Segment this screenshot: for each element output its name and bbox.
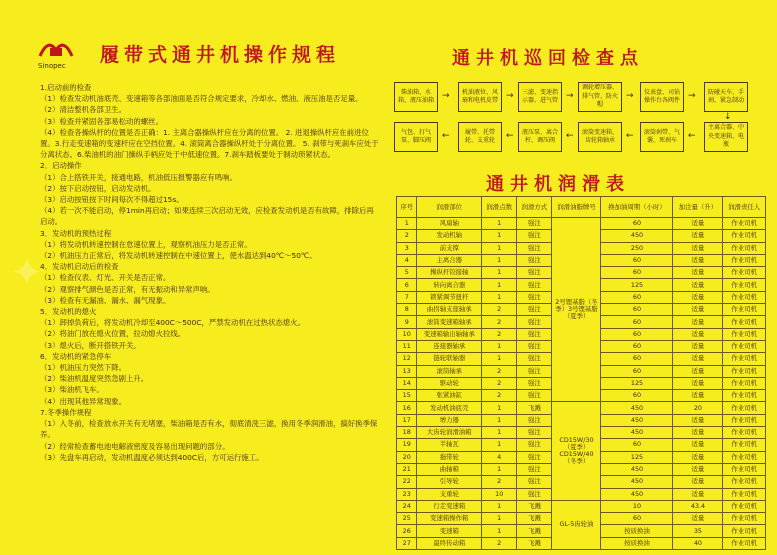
table-cell: 60 xyxy=(601,513,673,525)
table-cell: 转向离合器 xyxy=(417,279,482,291)
table-cell: 1 xyxy=(397,218,417,230)
arrow-icon: → xyxy=(626,91,634,101)
table-cell: 11 xyxy=(397,340,417,352)
table-cell: 作业司机 xyxy=(723,377,766,389)
table-cell: 60 xyxy=(601,353,673,365)
grease-grade-cell: GL-5齿轮油 xyxy=(552,500,601,549)
table-cell: 60 xyxy=(601,304,673,316)
table-cell: 450 xyxy=(601,414,673,426)
table-cell: 1 xyxy=(482,513,517,525)
table-cell: 张紧油缸 xyxy=(417,390,482,402)
rule-line: 6．发动机的紧急停车 xyxy=(40,351,112,361)
table-cell: 变速箱输出轴轴承 xyxy=(417,328,482,340)
table-cell: 强注 xyxy=(517,377,552,389)
rule-line: 4．发动机启动后的检查 xyxy=(40,262,119,272)
table-cell: 作业司机 xyxy=(723,525,766,537)
rule-line: （2）按下启动按钮，启动发动机。 xyxy=(40,183,156,193)
table-cell: 19 xyxy=(397,439,417,451)
table-cell: 12 xyxy=(397,353,417,365)
table-cell: 1 xyxy=(482,291,517,303)
table-cell: 适量 xyxy=(673,279,723,291)
rule-line: （3）熄火后，断开搭铁开关。 xyxy=(40,340,141,350)
table-cell: 10 xyxy=(397,328,417,340)
arrow-icon: ← xyxy=(442,131,450,141)
table-cell: 4 xyxy=(482,451,517,463)
rules-text xyxy=(40,82,380,463)
inspection-point-box: 仪表盘、司钻操作台各阀件 xyxy=(640,82,684,112)
table-cell: 作业司机 xyxy=(723,463,766,475)
table-cell: 作业司机 xyxy=(723,316,766,328)
table-cell: 飞溅 xyxy=(517,500,552,512)
table-row xyxy=(397,500,766,512)
table-cell: 26 xyxy=(397,525,417,537)
table-cell: 60 xyxy=(601,390,673,402)
table-cell: 250 xyxy=(601,242,673,254)
inspection-lubrication-panel xyxy=(392,0,772,555)
table-row xyxy=(397,402,766,414)
inspection-point-box: 柴油箱、水箱、液压油箱 xyxy=(394,82,438,112)
table-cell: 450 xyxy=(601,488,673,500)
rule-line: （1）机油压力突然下降。 xyxy=(40,363,127,373)
table-cell: 14 xyxy=(397,377,417,389)
table-cell: 1 xyxy=(482,439,517,451)
table-cell: 强注 xyxy=(517,316,552,328)
table-cell: 3 xyxy=(397,242,417,254)
table-cell: 增力器 xyxy=(417,414,482,426)
table-cell: 18 xyxy=(397,427,417,439)
table-cell: 作业司机 xyxy=(723,414,766,426)
table-cell: 引导轮 xyxy=(417,476,482,488)
table-cell: 20 xyxy=(397,451,417,463)
table-cell: 强注 xyxy=(517,218,552,230)
table-cell: 2 xyxy=(482,537,517,549)
table-cell: 强注 xyxy=(517,463,552,475)
table-header-cell: 序号 xyxy=(397,197,417,218)
inspection-point-box: 滚筒刹带、气囊、死刹车 xyxy=(640,122,684,152)
table-cell: 飞溅 xyxy=(517,525,552,537)
table-cell: 变速箱操作箱 xyxy=(417,513,482,525)
table-cell: 适量 xyxy=(673,427,723,439)
table-cell: 适量 xyxy=(673,316,723,328)
table-cell: 半轴瓦 xyxy=(417,439,482,451)
table-cell: 大齿轮润滑油箱 xyxy=(417,427,482,439)
rule-line: （4）检查各操纵杆的位置是否正确：1. 主离合器操纵杆应在分离的位置。 2. 进退操纵杆应在前进位置。3.行走变速箱的变速杆应在空挡位置。4. 滚筒离合器操纵杆处于分离位置。 5. 刹带与死刹车应处于分离状态。6.柴油机的油门操纵手柄应处于中低速位置。7.刹车踏板要处于制动琐紧状态。 xyxy=(40,127,379,160)
table-cell: 适量 xyxy=(673,230,723,242)
table-cell: 适量 xyxy=(673,390,723,402)
table-cell: 1 xyxy=(482,279,517,291)
table-cell: 2 xyxy=(482,328,517,340)
table-cell: 60 xyxy=(601,316,673,328)
table-cell: 按质换油 xyxy=(601,537,673,549)
table-cell: 17 xyxy=(397,414,417,426)
table-cell: 22 xyxy=(397,476,417,488)
table-cell: 作业司机 xyxy=(723,304,766,316)
table-cell: 450 xyxy=(601,427,673,439)
table-cell: 适量 xyxy=(673,365,723,377)
table-cell: 1 xyxy=(482,427,517,439)
table-header-row xyxy=(397,197,766,218)
table-cell: 强注 xyxy=(517,254,552,266)
table-cell: 125 xyxy=(601,279,673,291)
rule-line: （4）出现其他异常现象。 xyxy=(40,396,127,406)
inspection-point-box: 三滤、变速指示器、进气管 xyxy=(518,82,562,112)
table-cell: 作业司机 xyxy=(723,537,766,549)
table-header-cell: 润滑部位 xyxy=(417,197,482,218)
table-cell: 1 xyxy=(482,525,517,537)
table-cell: 24 xyxy=(397,500,417,512)
grease-grade-cell: 2号锂基脂（冬季）3号锂基脂（夏季） xyxy=(552,218,601,402)
table-cell: 适量 xyxy=(673,414,723,426)
table-cell: 作业司机 xyxy=(723,513,766,525)
table-cell: 2 xyxy=(482,390,517,402)
table-cell: 35 xyxy=(673,525,723,537)
table-cell: 60 xyxy=(601,340,673,352)
rule-line: （2）将油门放在熄火位置，拉动熄火拉线。 xyxy=(40,329,186,339)
table-cell: 强注 xyxy=(517,304,552,316)
table-cell: 作业司机 xyxy=(723,291,766,303)
table-cell: 16 xyxy=(397,402,417,414)
table-cell: 1 xyxy=(482,463,517,475)
table-cell: 锁紧调节扭杆 xyxy=(417,291,482,303)
table-header-cell: 加注量（升） xyxy=(673,197,723,218)
table-cell: 驱动轮 xyxy=(417,377,482,389)
operation-rules-panel xyxy=(6,0,384,555)
rule-line: （1）入冬前，检查放水开关有无堵塞，柴油箱是否有水，彻底清洗三滤，换用冬季润滑油，搞好换季保养。 xyxy=(40,419,378,440)
rule-line: （2）清洁整机各部卫生。 xyxy=(40,105,127,115)
table-cell: 强注 xyxy=(517,291,552,303)
table-cell: 适量 xyxy=(673,340,723,352)
table-cell: 强注 xyxy=(517,427,552,439)
table-cell: 60 xyxy=(601,291,673,303)
table-cell: 前支撑 xyxy=(417,242,482,254)
arrow-icon: → xyxy=(566,91,574,101)
inspection-point-box: 主离合器、中央变速箱、电瓶 xyxy=(704,122,748,152)
table-cell: 40 xyxy=(673,537,723,549)
table-header-cell: 润滑方式 xyxy=(517,197,552,218)
page-title-left: 履带式通井机操作规程 xyxy=(100,44,341,66)
table-cell: 13 xyxy=(397,365,417,377)
lubrication-title: 通井机润滑表 xyxy=(486,174,630,195)
inspection-title: 通井机巡回检查点 xyxy=(452,48,644,69)
table-cell: 操纵杆铰接轴 xyxy=(417,267,482,279)
rule-line: （2）机油压力正常后，将发动机转速控制在中速位置上，使水温达到40℃～50℃。 xyxy=(40,251,317,261)
table-cell: 60 xyxy=(601,267,673,279)
table-cell: 飞溅 xyxy=(517,402,552,414)
arrow-icon: → xyxy=(442,91,450,101)
arrow-icon: ← xyxy=(506,131,514,141)
arrow-icon: → xyxy=(688,91,696,101)
inspection-point-box: 防碰天车、手刹、紧急制动 xyxy=(704,82,748,112)
table-cell: 作业司机 xyxy=(723,279,766,291)
table-cell: 行走变速箱 xyxy=(417,500,482,512)
table-cell: 适量 xyxy=(673,267,723,279)
table-cell: 作业司机 xyxy=(723,476,766,488)
table-cell: 曲轴箱 xyxy=(417,463,482,475)
table-cell: 适量 xyxy=(673,476,723,488)
table-cell: 作业司机 xyxy=(723,500,766,512)
table-cell: 飞溅 xyxy=(517,537,552,549)
table-cell: 1 xyxy=(482,242,517,254)
table-cell: 适量 xyxy=(673,439,723,451)
rule-line: （1）合上搭铁开关，接通电路，机油低压报警器应有鸣响。 xyxy=(40,172,237,182)
rule-line: （2）柴油机温度突然急剧上升。 xyxy=(40,374,149,384)
rule-line: （2）经常检查蓄电池电解液密度及容易出现问题的部分。 xyxy=(40,441,230,451)
table-cell: 适量 xyxy=(673,291,723,303)
table-cell: 450 xyxy=(601,463,673,475)
table-cell: 适量 xyxy=(673,451,723,463)
table-cell: 适量 xyxy=(673,463,723,475)
table-cell: 60 xyxy=(601,254,673,266)
rule-line: （3）检查并紧固各部易松动的螺丝。 xyxy=(40,116,163,126)
table-cell: 2 xyxy=(397,230,417,242)
table-cell: 发动机轴 xyxy=(417,230,482,242)
table-cell: 60 xyxy=(601,365,673,377)
table-cell: 1 xyxy=(482,218,517,230)
table-cell: 适量 xyxy=(673,218,723,230)
inspection-point-box: 气包、打气泵、脚压阀 xyxy=(394,122,438,152)
table-cell: 6 xyxy=(397,279,417,291)
sinopec-logo-icon xyxy=(36,36,76,72)
table-cell: 450 xyxy=(601,402,673,414)
table-cell: 作业司机 xyxy=(723,230,766,242)
table-cell: 强注 xyxy=(517,488,552,500)
table-cell: 作业司机 xyxy=(723,353,766,365)
table-cell: 作业司机 xyxy=(723,439,766,451)
table-cell: 强注 xyxy=(517,242,552,254)
table-cell: 作业司机 xyxy=(723,390,766,402)
table-cell: 适量 xyxy=(673,304,723,316)
table-cell: 适量 xyxy=(673,377,723,389)
table-cell: 强注 xyxy=(517,451,552,463)
table-cell: 1 xyxy=(482,414,517,426)
table-cell: 15 xyxy=(397,390,417,402)
rule-line: （1）卸掉负荷后，将发动机冷却至400C～500C，严禁发动机在过热状态熄火。 xyxy=(40,318,305,328)
table-cell: 强注 xyxy=(517,365,552,377)
table-cell: 450 xyxy=(601,230,673,242)
table-cell: 作业司机 xyxy=(723,267,766,279)
table-cell: 滚筒变速箱轴承 xyxy=(417,316,482,328)
table-cell: 2 xyxy=(482,476,517,488)
rule-line: 3．发动机的预热过程 xyxy=(40,228,112,238)
table-cell: 60 xyxy=(601,439,673,451)
table-cell: 60 xyxy=(601,218,673,230)
arrow-icon: ← xyxy=(566,131,574,141)
table-cell: 1 xyxy=(482,267,517,279)
table-cell: 4 xyxy=(397,254,417,266)
table-cell: 强注 xyxy=(517,390,552,402)
rule-line: （1）检查仪表、灯光、开关是否正常。 xyxy=(40,273,171,283)
table-cell: 飞溅 xyxy=(517,513,552,525)
table-cell: 2 xyxy=(482,316,517,328)
table-cell: 作业司机 xyxy=(723,488,766,500)
table-cell: 43.4 xyxy=(673,500,723,512)
table-cell: 强注 xyxy=(517,476,552,488)
table-cell: 强注 xyxy=(517,328,552,340)
table-cell: 强注 xyxy=(517,340,552,352)
table-cell: 7 xyxy=(397,291,417,303)
table-cell: 主离合器 xyxy=(417,254,482,266)
table-cell: 强注 xyxy=(517,439,552,451)
lubrication-table xyxy=(396,196,766,550)
table-cell: 链轮联轴器 xyxy=(417,353,482,365)
inspection-point-box: 滚筒变速箱、齿轮箱轴承 xyxy=(578,122,622,152)
table-cell: 按质换油 xyxy=(601,525,673,537)
arrow-icon: → xyxy=(506,91,514,101)
table-cell: 作业司机 xyxy=(723,254,766,266)
arrow-icon: ← xyxy=(626,131,634,141)
table-cell: 作业司机 xyxy=(723,427,766,439)
inspection-point-box: 机油液位、风扇和电机皮带 xyxy=(458,82,502,112)
table-cell: 1 xyxy=(482,402,517,414)
table-cell: 强注 xyxy=(517,267,552,279)
table-cell: 2 xyxy=(482,304,517,316)
table-cell: 作业司机 xyxy=(723,328,766,340)
table-cell: 5 xyxy=(397,267,417,279)
rule-line: （3）柴油机飞车。 xyxy=(40,385,104,395)
table-cell: 作业司机 xyxy=(723,218,766,230)
rule-line: （1）检查发动机油底壳、变速箱等各部油面是否符合规定要求，冷却水、燃油、液压油是否足量。 xyxy=(40,94,363,104)
table-header-cell: 润滑点数 xyxy=(482,197,517,218)
table-cell: 适量 xyxy=(673,488,723,500)
rule-line: 1.启动前的检查 xyxy=(40,83,92,92)
rule-line: （2）观察排气颜色是否正常，有无振动和异常声响。 xyxy=(40,284,215,294)
table-cell: 23 xyxy=(397,488,417,500)
watermark: ✦ xyxy=(10,250,44,296)
table-row xyxy=(397,218,766,230)
arrow-icon: ↓ xyxy=(724,112,732,122)
table-cell: 作业司机 xyxy=(723,451,766,463)
inspection-flowchart xyxy=(392,0,772,170)
table-header-cell: 润滑责任人 xyxy=(723,197,766,218)
rule-line: （1）将发动机转速控制在怠速位置上，观察机油压力是否正常。 xyxy=(40,239,252,249)
table-cell: 21 xyxy=(397,463,417,475)
rule-line: （4）若一次不能启动，停1min再启动；如果连续三次启动无效，应检查发动机是否有故障，排除后再启动。 xyxy=(40,206,374,227)
table-cell: 2 xyxy=(482,365,517,377)
table-cell: 60 xyxy=(601,328,673,340)
rule-line: （3）先盘车再启动，发动机温度必须达到400C后，方可运行施工。 xyxy=(40,452,264,462)
table-cell: 适量 xyxy=(673,242,723,254)
inspection-point-box: 调轮增压器、排气管、防火帽 xyxy=(578,82,622,112)
table-cell: 20 xyxy=(673,402,723,414)
table-cell: 最终传动箱 xyxy=(417,537,482,549)
logo-text: Sinopec xyxy=(38,62,66,70)
table-cell: 变速箱 xyxy=(417,525,482,537)
table-cell: 27 xyxy=(397,537,417,549)
inspection-point-box: 液压泵、离合杆、调压阀 xyxy=(518,122,562,152)
table-cell: 风扇轴 xyxy=(417,218,482,230)
table-cell: 适量 xyxy=(673,328,723,340)
table-cell: 强注 xyxy=(517,230,552,242)
table-cell: 8 xyxy=(397,304,417,316)
rule-line: 5．发动机的熄火 xyxy=(40,307,97,317)
rule-line: 7.冬季操作规程 xyxy=(40,407,92,417)
table-cell: 适量 xyxy=(673,353,723,365)
inspection-point-box: 履带、托带轮、支重轮 xyxy=(458,122,502,152)
table-cell: 滚筒轴承 xyxy=(417,365,482,377)
rule-line: 2．启动操作 xyxy=(40,161,82,171)
table-cell: 作业司机 xyxy=(723,402,766,414)
table-cell: 强注 xyxy=(517,353,552,365)
table-cell: 125 xyxy=(601,377,673,389)
grease-grade-cell: CD15W/30（夏季）CD15W/40（冬季） xyxy=(552,402,601,500)
table-cell: 曲拐轴支座轴承 xyxy=(417,304,482,316)
table-cell: 1 xyxy=(482,230,517,242)
rule-line: （3）检查有无漏油、漏水、漏气现象。 xyxy=(40,295,171,305)
table-cell: 1 xyxy=(482,353,517,365)
table-cell: 2 xyxy=(482,377,517,389)
table-cell: 10 xyxy=(482,488,517,500)
table-cell: 强注 xyxy=(517,414,552,426)
table-header-cell: 换加油周期（小时） xyxy=(601,197,673,218)
table-cell: 1 xyxy=(482,500,517,512)
table-cell: 拖带轮 xyxy=(417,451,482,463)
table-cell: 1 xyxy=(482,340,517,352)
table-cell: 10 xyxy=(601,500,673,512)
arrow-icon: ← xyxy=(688,131,696,141)
table-cell: 作业司机 xyxy=(723,340,766,352)
table-cell: 1 xyxy=(482,254,517,266)
table-cell: 强注 xyxy=(517,279,552,291)
table-header-cell: 润滑油脂牌号 xyxy=(552,197,601,218)
table-cell: 作业司机 xyxy=(723,365,766,377)
table-cell: 适量 xyxy=(673,513,723,525)
table-cell: 适量 xyxy=(673,254,723,266)
table-cell: 125 xyxy=(601,451,673,463)
table-cell: 450 xyxy=(601,476,673,488)
table-cell: 连接器轴承 xyxy=(417,340,482,352)
table-cell: 支重轮 xyxy=(417,488,482,500)
table-cell: 发动机油底壳 xyxy=(417,402,482,414)
table-cell: 作业司机 xyxy=(723,242,766,254)
rule-line: （3）启动按钮按下时间每次不得超过15s。 xyxy=(40,195,184,205)
table-cell: 9 xyxy=(397,316,417,328)
table-cell: 25 xyxy=(397,513,417,525)
